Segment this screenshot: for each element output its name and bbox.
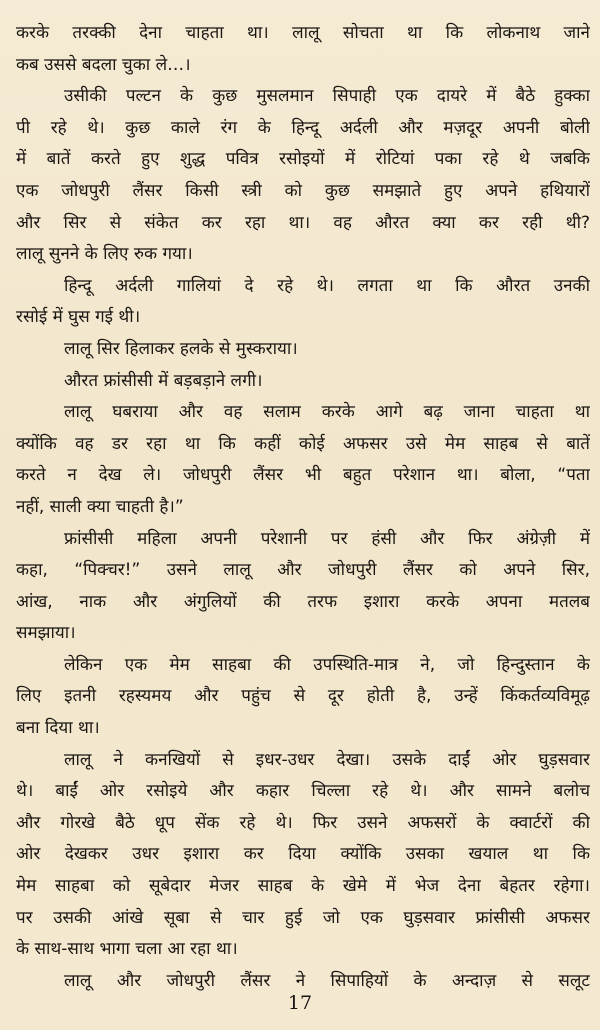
text-line: आंख, नाक और अंगुलियों की तरफ इशारा करके अपना मतलब (16, 591, 590, 612)
text-line: थे। बाईं ओर रसोइये और कहार चिल्ला रहे थे। और सामने बलोच (16, 781, 590, 802)
text-line: बना दिया था। (16, 718, 100, 739)
text-line: और सिर से संकेत कर रहा था। वह औरत क्या कर रही थी? (16, 212, 590, 233)
text-line: लालू ने कनखियों से इधर-उधर देखा। उसके दाईं ओर घुड़सवार (64, 749, 590, 770)
text-line: नहीं, साली क्या चाहती है।” (16, 496, 184, 517)
text-line: करके तरक्की देना चाहता था। लालू सोचता था कि लोकनाथ जाने (16, 23, 590, 43)
text-line: लिए इतनी रहस्यमय और पहुंच से दूर होती है, उन्हें किंकर्तव्यविमूढ़ (16, 686, 590, 707)
text-line: पर उसकी आंखे सूबा से चार हुई जो एक घुड़सवार फ्रांसीसी अफसर (16, 907, 590, 928)
text-line: औरत फ्रांसीसी में बड़बड़ाने लगी। (64, 370, 263, 391)
text-line: एक जोधपुरी लैंसर किसी स्त्री को कुछ समझाते हुए अपने हथियारों (16, 180, 590, 201)
page-number: 17 (287, 992, 313, 1014)
text-line: लालू और जोधपुरी लैंसर ने सिपाहियों के अन्दाज़ से सलूट (64, 970, 590, 991)
text-line: लालू सुनने के लिए रुक गया। (16, 244, 193, 265)
text-line: उसीकी पल्टन के कुछ मुसलमान सिपाही एक दायरे में बैठे हुक्का (64, 86, 590, 107)
text-line: हिन्दू अर्दली गालियां दे रहे थे। लगता था कि औरत उनकी (64, 275, 590, 296)
text-line: क्योंकि वह डर रहा था कि कहीं कोई अफसर उसे मेम साहब से बातें (16, 433, 590, 454)
text-line: कहा, “पिक्चर!” उसने लालू और जोधपुरी लैंसर को अपने सिर, (16, 560, 590, 581)
text-line: लालू घबराया और वह सलाम करके आगे बढ़ जाना चाहता था (64, 402, 590, 423)
text-line: समझाया। (16, 623, 76, 644)
text-line: लेकिन एक मेम साहबा की उपस्थिति-मात्र ने, जो हिन्दुस्तान के (64, 654, 590, 675)
text-line: में बातें करते हुए शुद्ध पवित्र रसोइयों में रोटियां पका रहे थे जबकि (16, 149, 590, 170)
text-line: कब उससे बदला चुका ले…। (16, 54, 191, 75)
text-line: फ्रांसीसी महिला अपनी परेशानी पर हंसी और फिर अंग्रेज़ी में (64, 528, 590, 549)
text-line: के साथ-साथ भागा चला आ रहा था। (16, 939, 238, 960)
text-line: और गोरखे बैठे धूप सेंक रहे थे। फिर उसने अफसरों के क्वार्टरों की (16, 812, 590, 833)
text-line: मेम साहबा को सूबेदार मेजर साहब के खेमे में भेज देना बेहतर रहेगा। (16, 876, 590, 897)
text-line: करते न देख ले। जोधपुरी लैंसर भी बहुत परेशान था। बोला, “पता (16, 465, 590, 486)
text-line: ओर देखकर उधर इशारा कर दिया क्योंकि उसका खयाल था कि (16, 844, 590, 865)
text-line: पी रहे थे। कुछ काले रंग के हिन्दू अर्दली और मज़दूर अपनी बोली (16, 117, 590, 138)
text-line: लालू सिर हिलाकर हलके से मुस्कराया। (64, 338, 298, 359)
body-text (16, 18, 590, 997)
text-line: रसोई में घुस गई थी। (16, 307, 141, 328)
